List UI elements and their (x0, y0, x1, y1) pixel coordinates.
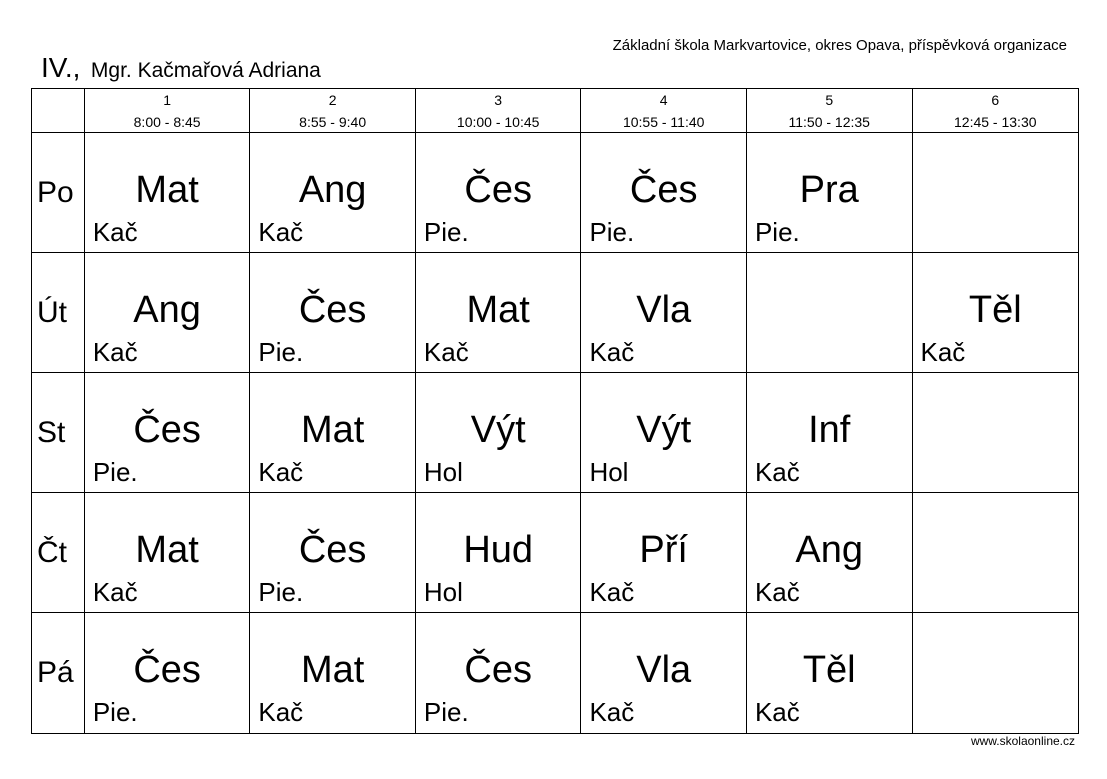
lesson-cell (250, 253, 416, 372)
day-row (32, 613, 1078, 733)
period-header (416, 89, 582, 132)
lesson-subject: Mat (300, 409, 365, 451)
day-row (32, 373, 1078, 493)
lesson-cell (416, 493, 582, 612)
lesson-subject: Inf (808, 409, 851, 451)
lesson-subject: Hud (463, 529, 534, 571)
lesson-subject: Čes (464, 169, 532, 211)
period-header (85, 89, 251, 132)
lesson-cell (581, 133, 747, 252)
lesson-subject: Výt (636, 409, 692, 451)
lesson-cell (416, 373, 582, 492)
lesson-subject: Vla (636, 289, 692, 331)
day-row (32, 253, 1078, 373)
period-number: 4 (659, 92, 668, 108)
lesson-subject: Těl (802, 649, 856, 691)
day-name: Po (37, 176, 74, 209)
lesson-subject: Mat (135, 169, 199, 211)
lesson-teacher: Kač (423, 337, 469, 367)
school-name: Základní škola Markvartovice, okres Opava, příspěvková organizace (612, 37, 1067, 54)
footer-website: www.skolaonline.cz (970, 734, 1075, 748)
class-comma: , (72, 52, 81, 83)
lesson-subject: Ang (133, 289, 201, 331)
day-name: St (37, 416, 66, 449)
lesson-subject: Pra (799, 169, 859, 211)
lesson-cell (85, 493, 251, 612)
day-name: Út (37, 296, 67, 329)
lesson-teacher: Kač (754, 457, 800, 487)
lesson-teacher: Kač (589, 337, 635, 367)
lesson-teacher: Kač (92, 337, 138, 367)
lesson-cell (416, 613, 582, 733)
timetable (31, 88, 1079, 734)
lesson-cell (85, 373, 251, 492)
lesson-cell (581, 253, 747, 372)
day-row (32, 133, 1078, 253)
lesson-cell (913, 613, 1079, 733)
lesson-teacher: Pie. (258, 577, 304, 607)
class-heading (41, 52, 321, 84)
class-teacher: Mgr. Kačmařová Adriana (90, 59, 321, 82)
lesson-cell (913, 493, 1079, 612)
lesson-teacher: Kač (258, 217, 304, 247)
lesson-subject: Čes (133, 649, 201, 691)
lesson-cell (416, 133, 582, 252)
corner-cell (32, 89, 85, 132)
day-cell (32, 253, 85, 372)
lesson-teacher: Hol (423, 457, 463, 487)
lesson-subject: Čes (133, 409, 201, 451)
lesson-cell (85, 253, 251, 372)
lesson-teacher: Pie. (754, 217, 800, 247)
lesson-subject: Čes (464, 649, 532, 691)
class-name: IV. (41, 52, 73, 83)
lesson-subject: Čes (298, 529, 367, 571)
period-header (250, 89, 416, 132)
lesson-teacher: Pie. (92, 457, 138, 487)
lesson-cell (250, 373, 416, 492)
lesson-cell (581, 493, 747, 612)
lesson-cell (581, 373, 747, 492)
lesson-subject: Těl (968, 289, 1022, 331)
lesson-subject: Čes (298, 289, 367, 331)
period-number: 3 (494, 92, 503, 108)
lesson-teacher: Pie. (423, 697, 469, 727)
day-cell (32, 613, 85, 733)
period-number: 5 (825, 92, 834, 108)
lesson-cell (250, 613, 416, 733)
lesson-subject: Výt (470, 409, 526, 451)
lesson-teacher: Kač (754, 577, 800, 607)
lesson-teacher: Kač (92, 217, 138, 247)
lesson-cell (913, 373, 1079, 492)
lesson-cell (416, 253, 582, 372)
day-name: Pá (37, 656, 74, 689)
period-time: 11:50 - 12:35 (788, 114, 870, 130)
lesson-subject: Čes (629, 169, 698, 211)
day-name: Čt (37, 536, 67, 569)
lesson-cell (85, 613, 251, 733)
lesson-teacher: Kač (589, 577, 635, 607)
lesson-teacher: Kač (589, 697, 635, 727)
period-header (913, 89, 1079, 132)
period-time: 12:45 - 13:30 (954, 114, 1037, 130)
lesson-cell (747, 613, 913, 733)
lesson-cell (747, 373, 913, 492)
timetable-header-row (32, 89, 1078, 133)
lesson-subject: Mat (135, 529, 199, 571)
lesson-subject: Pří (639, 529, 688, 571)
day-row (32, 493, 1078, 613)
lesson-teacher: Kač (920, 337, 966, 367)
lesson-cell (747, 493, 913, 612)
lesson-cell (747, 253, 913, 372)
lesson-subject: Ang (298, 169, 367, 211)
lesson-subject: Mat (300, 649, 365, 691)
day-cell (32, 493, 85, 612)
lesson-teacher: Kač (258, 697, 304, 727)
lesson-cell (913, 133, 1079, 252)
period-time: 8:55 - 9:40 (299, 114, 367, 130)
lesson-teacher: Pie. (423, 217, 469, 247)
period-time: 10:00 - 10:45 (456, 114, 540, 130)
lesson-cell (581, 613, 747, 733)
lesson-subject: Ang (795, 529, 864, 571)
day-cell (32, 133, 85, 252)
lesson-teacher: Pie. (258, 337, 304, 367)
lesson-teacher: Kač (92, 577, 138, 607)
lesson-teacher: Hol (589, 457, 629, 487)
period-number: 2 (328, 92, 337, 108)
lesson-subject: Vla (636, 649, 692, 691)
lesson-cell (913, 253, 1079, 372)
lesson-teacher: Kač (258, 457, 304, 487)
lesson-cell (747, 133, 913, 252)
lesson-teacher: Kač (754, 697, 800, 727)
period-time: 10:55 - 11:40 (622, 114, 705, 130)
period-header (747, 89, 913, 132)
lesson-subject: Mat (466, 289, 530, 331)
lesson-cell (250, 133, 416, 252)
lesson-teacher: Pie. (92, 697, 138, 727)
lesson-cell (85, 133, 251, 252)
day-cell (32, 373, 85, 492)
lesson-cell (250, 493, 416, 612)
lesson-teacher: Hol (423, 577, 463, 607)
lesson-teacher: Pie. (589, 217, 635, 247)
period-time: 8:00 - 8:45 (133, 114, 201, 130)
period-number: 6 (991, 92, 1000, 108)
period-number: 1 (163, 92, 171, 108)
period-header (581, 89, 747, 132)
